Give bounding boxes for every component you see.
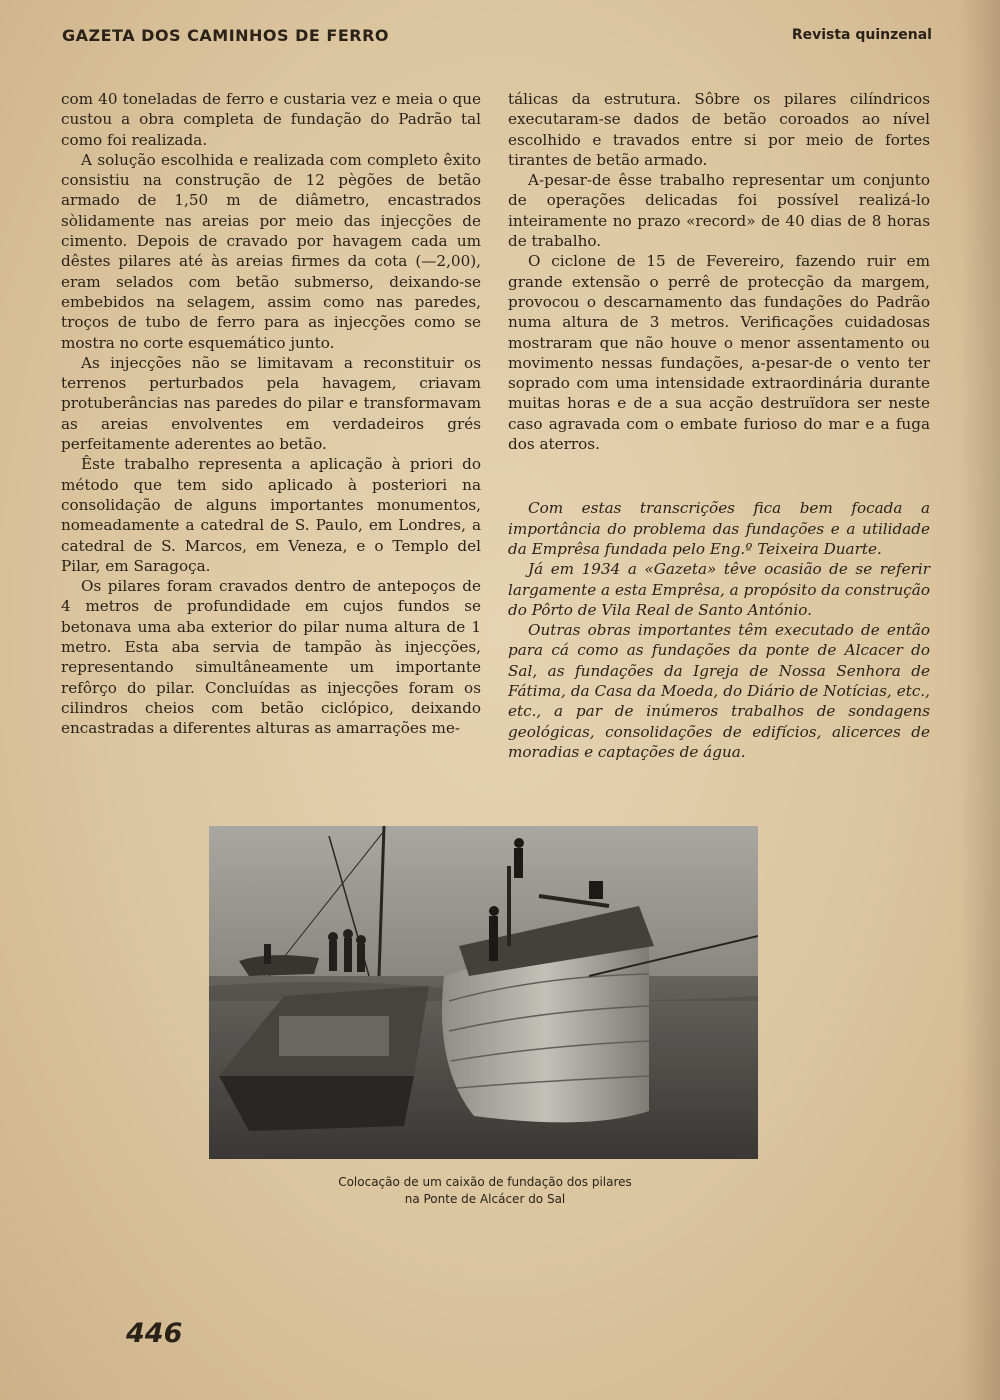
caisson-photograph (209, 826, 758, 1159)
page-number: 446 (126, 1318, 183, 1349)
right-italic-paragraph-2: Já em 1934 a «Gazeta» têve ocasião de se referir largamente a esta Emprêsa, a propósito da construção do Pôrto de Vila Real de Santo António. (508, 560, 930, 619)
right-paragraph-2: A-pesar-de êsse trabalho representar um conjunto de operações delicadas foi possível realizá-lo inteiramente no prazo «record» de 40 dias de 8 horas de trabalho. (508, 171, 930, 251)
caption-line-1: Colocação de um caixão de fundação dos pilares (338, 1175, 632, 1189)
right-italic-paragraph-1: Com estas transcrições fica bem focada a importância do problema das fundações e a utilidade da Emprêsa fundada pelo Eng.º Teixeira Duarte. (508, 499, 930, 558)
publication-title: GAZETA DOS CAMINHOS DE FERRO (62, 26, 390, 45)
right-paragraph-1: tálicas da estrutura. Sôbre os pilares cilíndricos executaram-se dados de betão coroados ao nível escolhido e travados entre si por meio de fortes tirantes de betão armado. (508, 90, 930, 169)
figure-caption (290, 1174, 680, 1208)
left-paragraph-1: com 40 toneladas de ferro e custaria vez e meia o que custou a obra completa de fundação do Padrão tal como foi realizada. (61, 90, 481, 149)
left-paragraph-4: Êste trabalho representa a aplicação à priori do método que tem sido aplicado à posteriori na consolidação de alguns importantes monumentos, nomeadamente a catedral de S. Paulo, em Londres, a catedral de S. Marcos, em Veneza, e o Templo del Pilar, em Saragoça. (61, 455, 481, 575)
left-text-column (61, 89, 481, 739)
publication-subtitle: Revista quinzenal (791, 27, 932, 43)
page-edge-shadow (960, 0, 1000, 1400)
right-italic-paragraph-3: Outras obras importantes têm executado de então para cá como as fundações da ponte de Alcacer do Sal, as fundações da Igreja de Nossa Senhora de Fátima, da Casa da Moeda, do Diário de Notícias, etc., etc., a par de inúmeros trabalhos de sondagens geológicas, consolidações de edifícios, alicerces de moradias e captações de água. (508, 621, 930, 761)
left-paragraph-3: As injecções não se limitavam a reconstituir os terrenos perturbados pela havagem, criavam protuberâncias nas paredes do pilar e transformavam as areias envolventes em verdadeiros grés perfeitamente aderentes ao betão. (61, 353, 481, 454)
left-paragraph-2: A solução escolhida e realizada com completo êxito consistiu na construção de 12 pègões de betão armado de 1,50 m de diâmetro, encastrados sòlidamente nas areias por meio das injecções de cimento. Depois de cravado por havagem cada um dêstes pilares até às areias firmes da cota (—2,00), eram selados com betão submerso, deixando-se embebidos na selagem, assim como nas paredes, troços de tubo de ferro para as injecções como se mostra no corte esquemático junto. (61, 150, 481, 352)
caption-line-2: na Ponte de Alcácer do Sal (404, 1192, 566, 1206)
photo-illustration (209, 826, 758, 1159)
right-paragraph-3: O ciclone de 15 de Fevereiro, fazendo ruir em grande extensão o perrê de protecção da margem, provocou o descarnamento das fundações do Padrão numa altura de 3 metros. Verificações cuidadosas mostraram que não houve o menor assentamento ou movimento nessas fundações, a-pesar-de o vento ter soprado com uma intensidade extraordinária durante muitas horas e de a sua acção destruïdora ser neste caso agravada com o embate furioso do mar e a fuga dos aterros. (508, 252, 930, 454)
photo-grain-overlay (209, 826, 758, 1159)
left-paragraph-5: Os pilares foram cravados dentro de antepoços de 4 metros de profundidade em cujos fundos se betonava uma aba exterior do pilar numa altura de 1 metro. Esta aba servia de tampão às injecções, representando simultâneamente um importante refôrço do pilar. Concluídas as injecções foram os cilindros cheios com betão ciclópico, deixando encastradas a diferentes alturas as amarrações me- (61, 577, 481, 738)
right-text-column (508, 89, 930, 762)
